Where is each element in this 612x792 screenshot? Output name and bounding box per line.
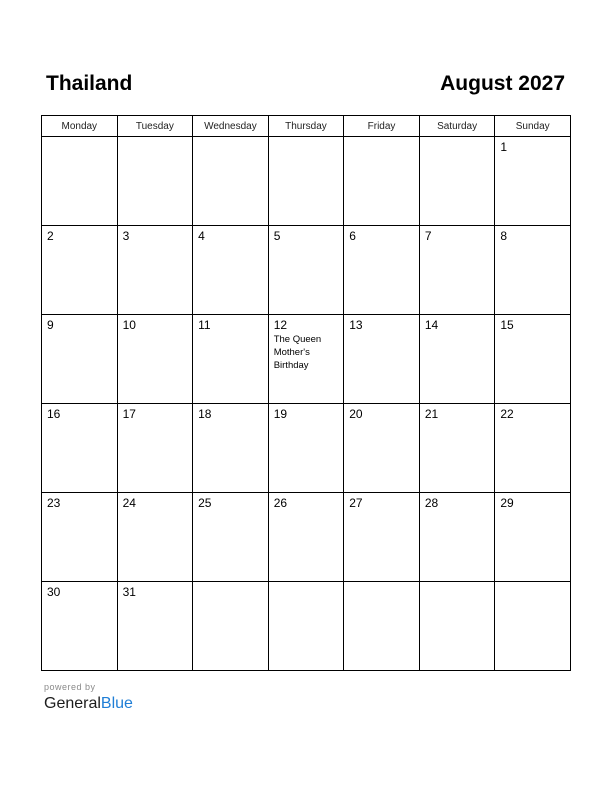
day-number: 25: [198, 496, 212, 510]
empty-day-cell: [268, 137, 344, 226]
day-number: 8: [500, 229, 508, 243]
day-cell[interactable]: [268, 404, 344, 493]
empty-day-cell: [193, 137, 269, 226]
weekday-header-friday: Friday: [344, 116, 420, 137]
weekday-header-wednesday: Wednesday: [193, 116, 269, 137]
footer-branding: [44, 682, 133, 714]
day-cell[interactable]: [193, 226, 269, 315]
day-number: 23: [47, 496, 61, 510]
day-cell[interactable]: [42, 226, 118, 315]
day-number: 18: [198, 407, 212, 421]
day-number: 19: [273, 407, 288, 421]
day-number: 17: [122, 407, 136, 421]
day-cell[interactable]: [419, 315, 495, 404]
day-cell[interactable]: [42, 582, 118, 671]
day-cell[interactable]: [268, 315, 344, 404]
day-number: 14: [424, 318, 439, 332]
day-cell[interactable]: [268, 226, 344, 315]
day-cell[interactable]: [193, 315, 269, 404]
day-number: 3: [122, 229, 130, 243]
week-row: [42, 226, 571, 315]
day-number: 1: [500, 140, 508, 154]
empty-day-cell: [419, 137, 495, 226]
day-number: 15: [500, 318, 514, 332]
day-cell[interactable]: [495, 315, 571, 404]
day-number: 31: [122, 585, 136, 599]
week-row: [42, 582, 571, 671]
empty-day-cell: [344, 582, 420, 671]
day-number: 28: [424, 496, 439, 510]
empty-day-cell: [117, 137, 193, 226]
day-cell[interactable]: [117, 315, 193, 404]
day-number: 11: [198, 318, 211, 332]
weekday-header-thursday: Thursday: [268, 116, 344, 137]
day-cell[interactable]: [495, 137, 571, 226]
empty-day-cell: [419, 582, 495, 671]
day-number: 24: [122, 496, 136, 510]
empty-day-cell: [268, 582, 344, 671]
empty-day-cell: [42, 137, 118, 226]
day-number: 7: [424, 229, 432, 243]
day-cell[interactable]: [344, 226, 420, 315]
weekday-header-row: [42, 116, 571, 137]
day-cell[interactable]: [42, 315, 118, 404]
day-cell[interactable]: [268, 493, 344, 582]
day-number: 10: [122, 318, 136, 332]
day-number: 20: [349, 407, 363, 421]
country-title: Thailand: [46, 72, 133, 95]
day-number: 30: [47, 585, 61, 599]
day-cell[interactable]: [419, 404, 495, 493]
day-number: 5: [273, 229, 281, 243]
powered-by-label: powered by: [44, 682, 96, 692]
day-cell[interactable]: [117, 582, 193, 671]
brand-name-general: General: [44, 695, 101, 712]
day-number: 26: [273, 496, 288, 510]
day-number: 12: [273, 318, 288, 332]
weekday-header-sunday: Sunday: [495, 116, 571, 137]
day-number: 6: [349, 229, 356, 243]
day-cell[interactable]: [495, 226, 571, 315]
day-number: 21: [424, 407, 439, 421]
day-number: 2: [47, 229, 54, 243]
brand-name-blue: Blue: [100, 695, 133, 712]
day-cell[interactable]: [419, 493, 495, 582]
calendar-grid: [41, 115, 571, 671]
generalblue-logo[interactable]: [44, 694, 133, 714]
week-row: [42, 493, 571, 582]
day-number: 4: [198, 229, 205, 243]
day-cell[interactable]: [117, 493, 193, 582]
day-cell[interactable]: [193, 404, 269, 493]
day-cell[interactable]: [42, 493, 118, 582]
day-cell[interactable]: [193, 493, 269, 582]
empty-day-cell: [495, 582, 571, 671]
week-row: [42, 404, 571, 493]
day-number: 16: [47, 407, 61, 421]
day-cell[interactable]: [344, 404, 420, 493]
empty-day-cell: [344, 137, 420, 226]
weekday-header-saturday: Saturday: [419, 116, 495, 137]
week-row: [42, 137, 571, 226]
week-row: [42, 315, 571, 404]
weekday-header-monday: Monday: [42, 116, 118, 137]
day-cell[interactable]: [495, 493, 571, 582]
day-number: 27: [349, 496, 363, 510]
day-cell[interactable]: [344, 315, 420, 404]
day-number: 22: [500, 407, 514, 421]
day-number: 9: [47, 318, 54, 332]
day-cell[interactable]: [344, 493, 420, 582]
holiday-event: The Queen Mother's Birthday: [273, 334, 322, 371]
day-cell[interactable]: [419, 226, 495, 315]
day-number: 29: [500, 496, 514, 510]
day-number: 13: [349, 318, 363, 332]
empty-day-cell: [193, 582, 269, 671]
day-cell[interactable]: [117, 226, 193, 315]
month-year-title: August 2027: [440, 72, 565, 95]
day-cell[interactable]: [42, 404, 118, 493]
day-cell[interactable]: [117, 404, 193, 493]
day-cell[interactable]: [495, 404, 571, 493]
weekday-header-tuesday: Tuesday: [117, 116, 193, 137]
